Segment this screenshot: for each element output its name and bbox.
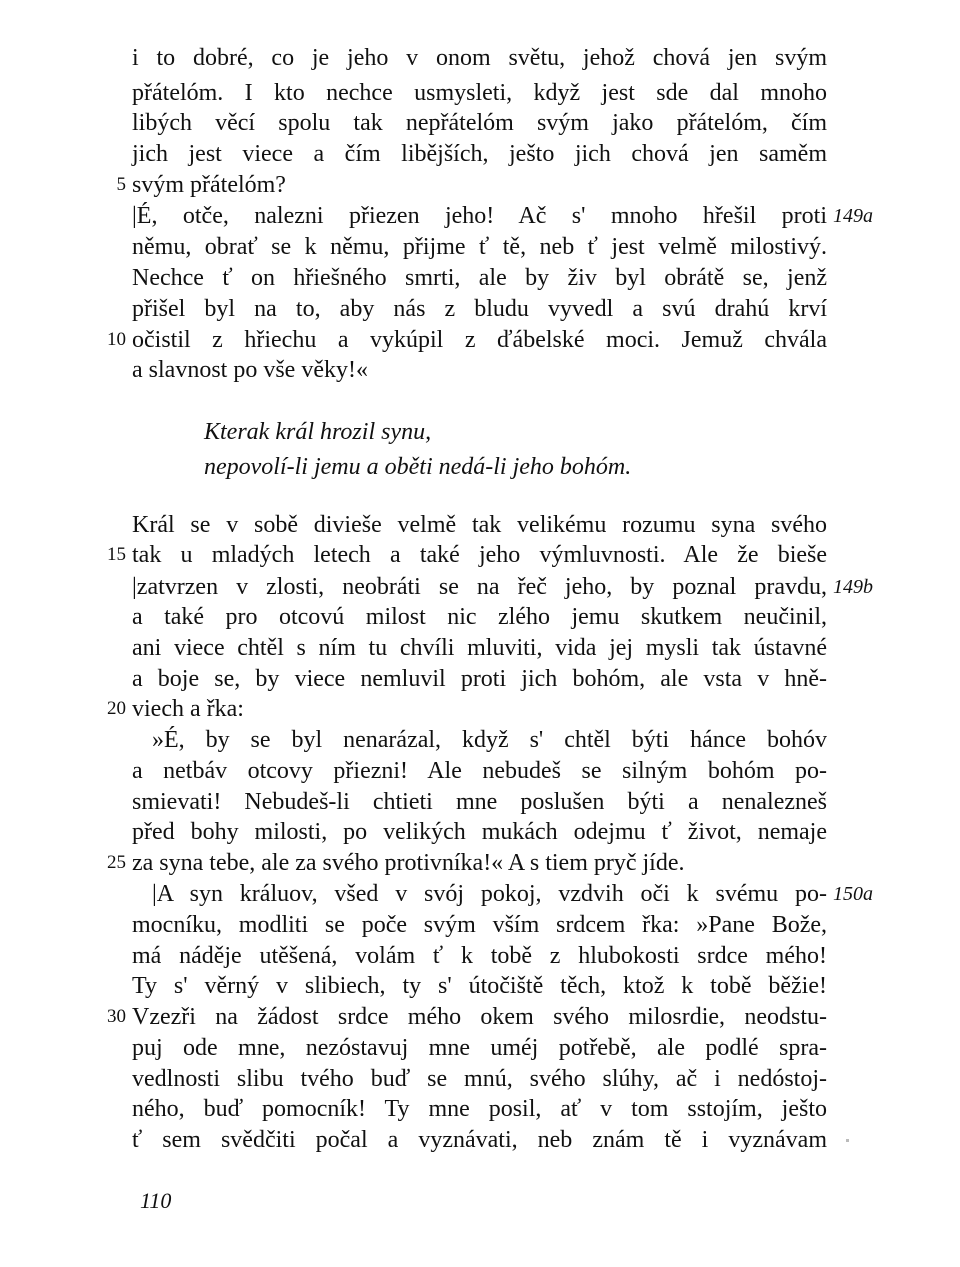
text-line: svým přátelóm? bbox=[132, 172, 286, 198]
text-line: očistil z hřiechu a vykúpil z ďábelské moci. Jemuž chvála bbox=[132, 327, 827, 353]
text-line: |zatvrzen v zlosti, neobráti se na řeč jeho, by poznal pravdu, bbox=[132, 574, 827, 600]
margin-folio-ref: 149a bbox=[833, 205, 873, 227]
text-line: i to dobré, co je jeho v onom světu, jehož chová jen svým bbox=[132, 45, 827, 71]
line-number: 25 bbox=[107, 852, 126, 873]
text-line: tak u mladých letech a také jeho výmluvnosti. Ale že bieše bbox=[132, 542, 827, 568]
text-line: »É, by se byl nenarázal, když s' chtěl býti hánce bohóv bbox=[152, 727, 827, 753]
text-line: ť sem svědčiti počal a vyznávati, neb znám tě i vyznávam bbox=[132, 1127, 827, 1153]
text-line: němu, obrať se k němu, přijme ť tě, neb ť jest velmě milostivý. bbox=[132, 234, 827, 260]
line-number: 15 bbox=[107, 544, 126, 565]
text-line: libých věcí spolu tak nepřátelóm svým jako přátelóm, čím bbox=[132, 110, 827, 136]
text-line: Král se v sobě divieše velmě tak velikému rozumu syna svého bbox=[132, 512, 827, 538]
text-line: ani viece chtěl s ním tu chvíli mluviti, vida jej mysli tak ústavné bbox=[132, 635, 827, 661]
text-line: |É, otče, nalezni přiezen jeho! Ač s' mnoho hřešil proti bbox=[132, 203, 827, 229]
text-line: a slavnost po vše věky!« bbox=[132, 357, 368, 383]
speck-decoration bbox=[846, 1139, 849, 1142]
text-line: puj ode mne, nezóstavuj mne uméj potřebě, ale podlé spra- bbox=[132, 1035, 827, 1061]
text-line: přátelóm. I kto nechce usmysleti, když jest sde dal mnoho bbox=[132, 80, 827, 106]
text-line: vedlnosti slibu tvého buď se mnú, svého slúhy, ač i nedóstoj- bbox=[132, 1066, 827, 1092]
text-line: jich jest viece a čím libějších, ješto jich chová jen saměm bbox=[132, 141, 827, 167]
line-number: 30 bbox=[107, 1006, 126, 1027]
text-line: za syna tebe, ale za svého protivníka!« A s tiem pryč jíde. bbox=[132, 850, 685, 876]
text-line: mocníku, modliti se poče svým vším srdcem řka: »Pane Bože, bbox=[132, 912, 827, 938]
margin-folio-ref: 149b bbox=[833, 576, 873, 598]
margin-folio-ref: 150a bbox=[833, 883, 873, 905]
text-line: smievati! Nebudeš-li chtieti mne poslušen býti a nenalezneš bbox=[132, 789, 827, 815]
chapter-heading-line: Kterak král hrozil synu, bbox=[204, 419, 432, 445]
text-line: ného, buď pomocník! Ty mne posil, ať v tom sstojím, ješto bbox=[132, 1096, 827, 1122]
text-line: a také pro otcovú milost nic zlého jemu skutkem neučinil, bbox=[132, 604, 827, 630]
line-number: 10 bbox=[107, 329, 126, 350]
line-number: 5 bbox=[116, 174, 126, 195]
text-line: Vzezři na žádost srdce mého okem svého milosrdie, neodstu- bbox=[132, 1004, 827, 1030]
text-line: |A syn králuov, všed v svój pokoj, vzdvih oči k svému po- bbox=[152, 881, 827, 907]
text-line: Ty s' věrný v slibiech, ty s' útočiště těch, ktož k tobě běžie! bbox=[132, 973, 827, 999]
chapter-heading-line: nepovolí-li jemu a oběti nedá-li jeho bohóm. bbox=[204, 454, 632, 480]
line-number: 20 bbox=[107, 698, 126, 719]
text-line: Nechce ť on hřiešného smrti, ale by živ byl obrátě se, jenž bbox=[132, 265, 827, 291]
page-number: 110 bbox=[140, 1188, 172, 1213]
text-line: má náděje utěšená, volám ť k tobě z hlubokosti srdce mého! bbox=[132, 943, 827, 969]
text-line: před bohy milosti, po velikých mukách odejmu ť život, nemaje bbox=[132, 819, 827, 845]
text-line: viech a řka: bbox=[132, 696, 244, 722]
text-line: a boje se, by viece nemluvil proti jich bohóm, ale vsta v hně- bbox=[132, 666, 827, 692]
text-line: přišel byl na to, aby nás z bludu vyvedl a svú drahú krví bbox=[132, 296, 827, 322]
text-line: a netbáv otcovy přiezni! Ale nebudeš se silným bohóm po- bbox=[132, 758, 827, 784]
